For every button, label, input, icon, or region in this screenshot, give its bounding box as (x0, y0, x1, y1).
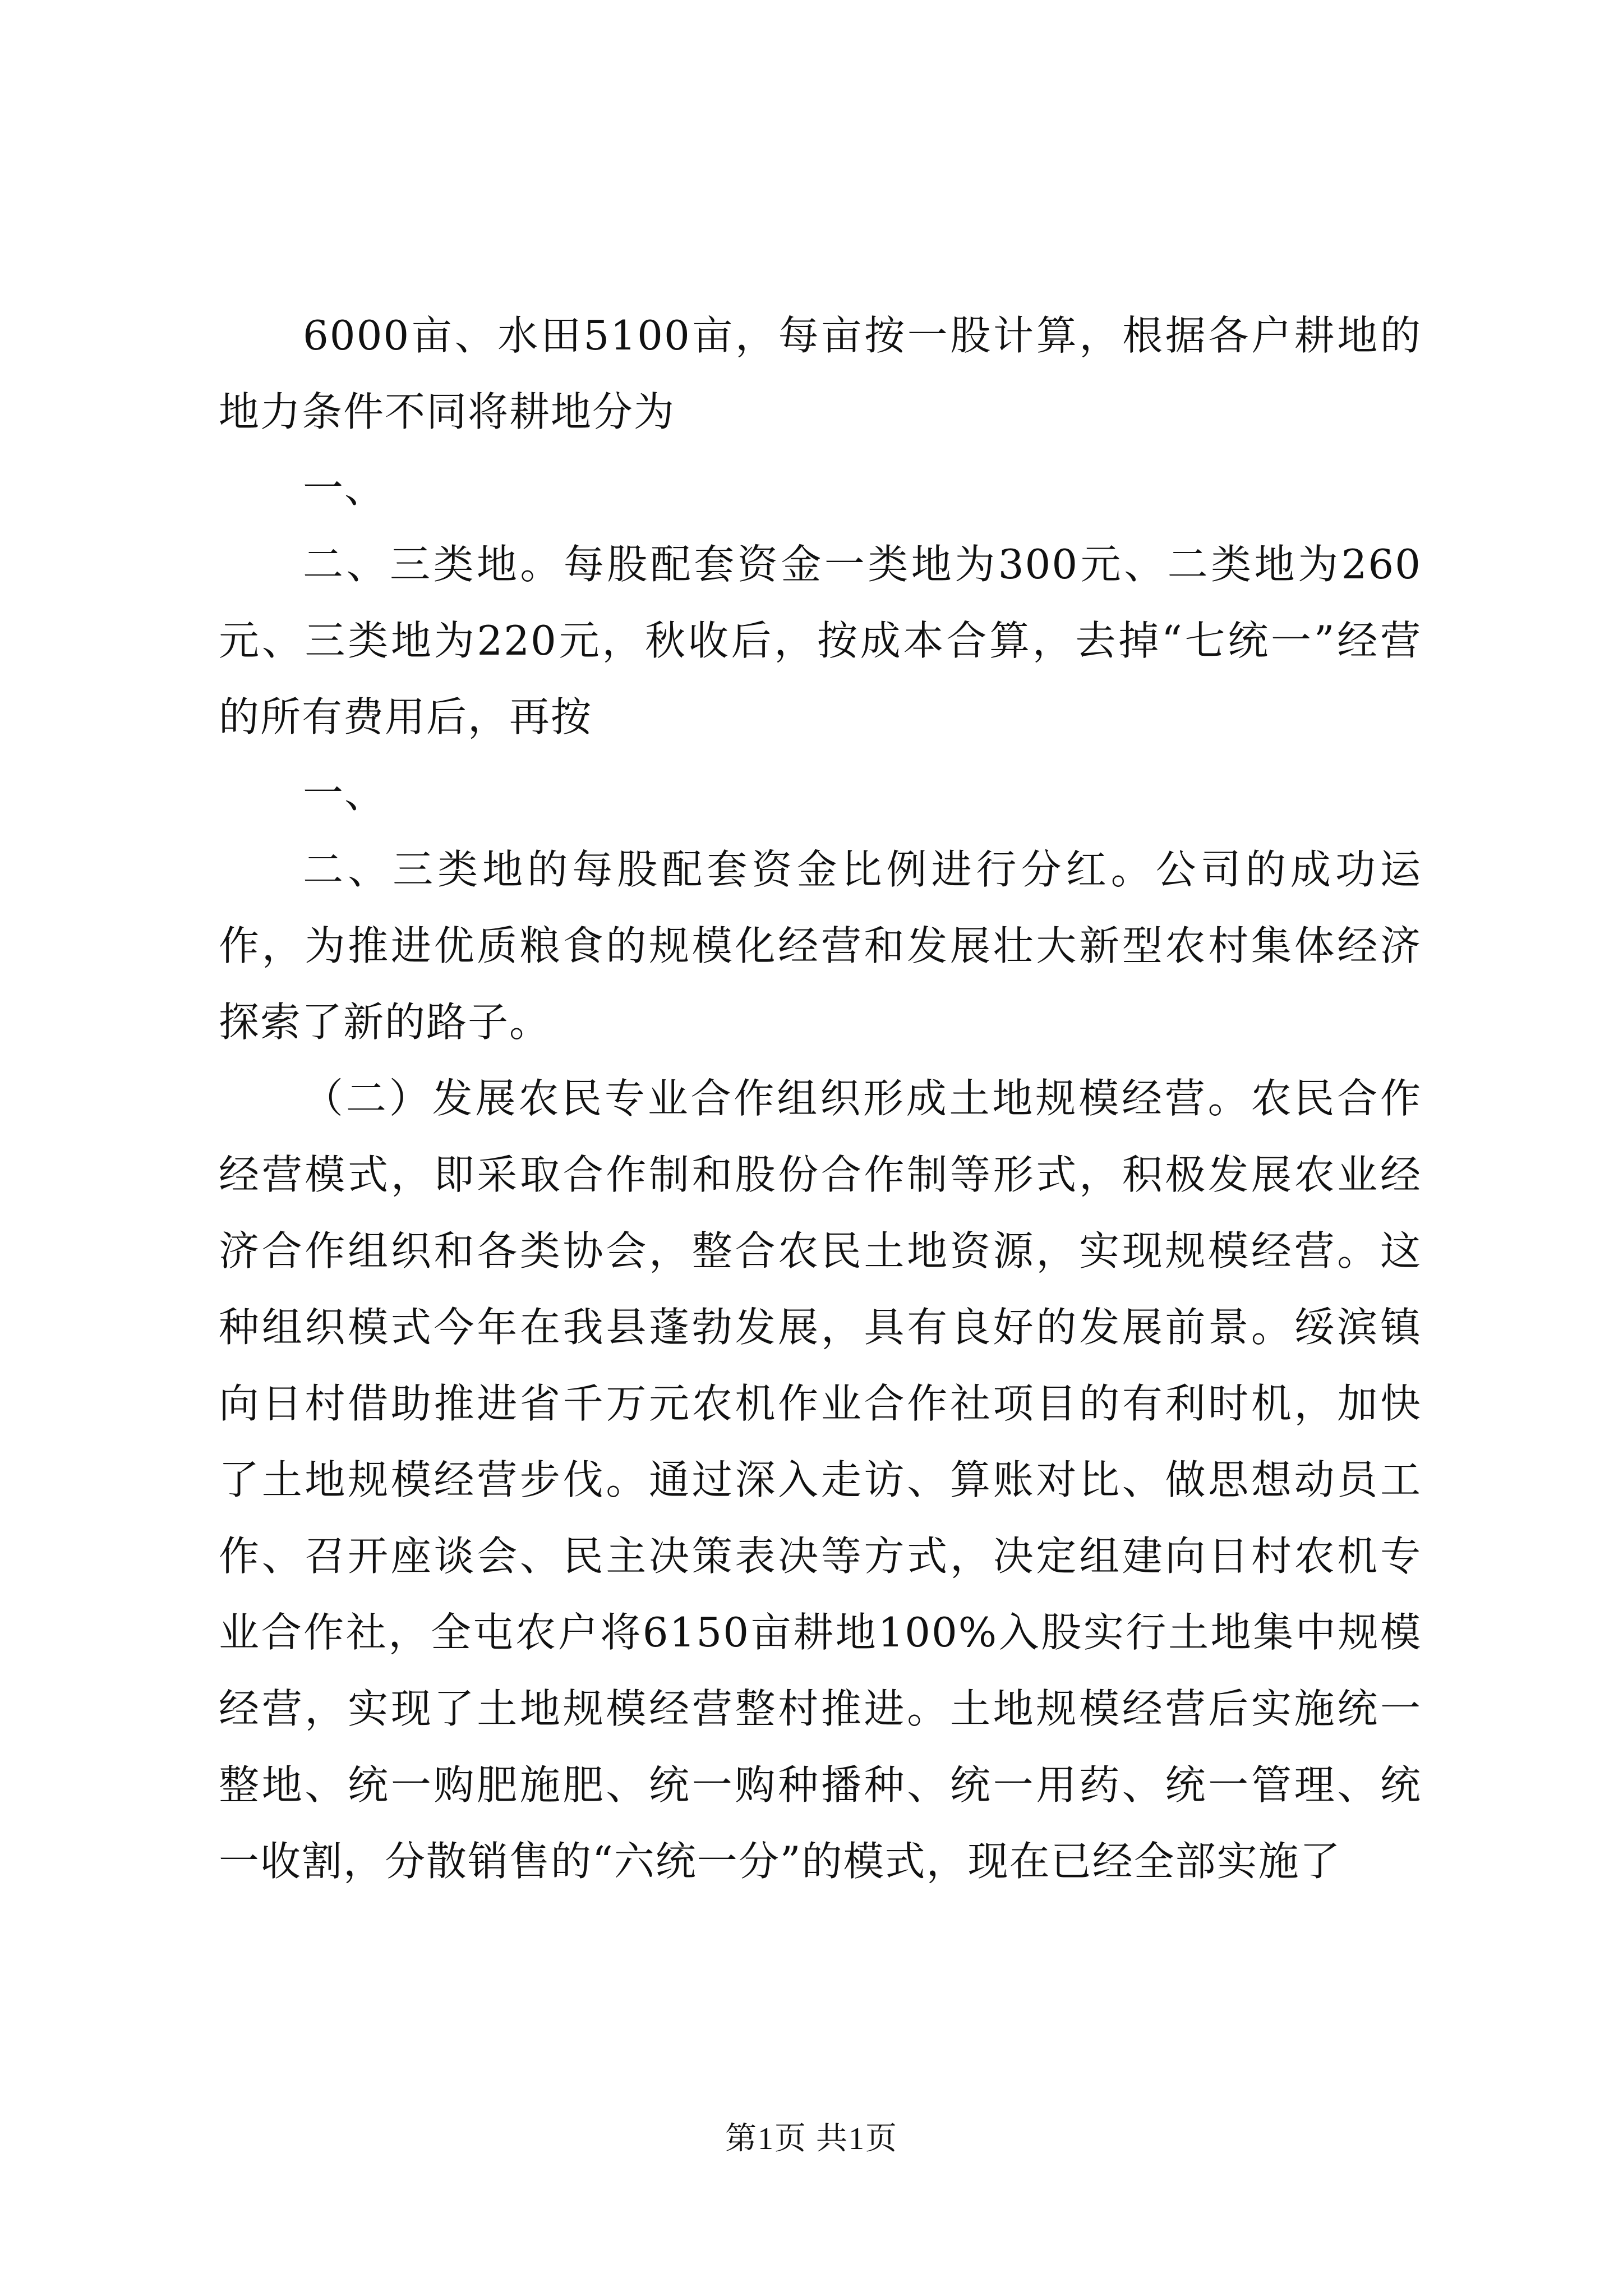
paragraph-land-shares: 6000亩、水田5100亩，每亩按一股计算，根据各户耕地的地力条件不同将耕地分为 (219, 312, 1422, 435)
paragraph-dividends: 二、三类地的每股配套资金比例进行分红。公司的成功运作，为推进优质粮食的规模化经营和发展壮大新型农村集体经济探索了新的路子。 (219, 846, 1422, 1046)
paragraph-fragment-two: 一、 (303, 770, 386, 817)
page-number-footer: 第1页 共1页 (725, 2122, 898, 2156)
paragraph-matching-funds: 二、三类地。每股配套资金一类地为300元、二类地为260元、三类地为220元，秋收后，按成本合算，去掉“七统一”经营的所有费用后，再按 (219, 541, 1422, 740)
paragraph-cooperatives: （二）发展农民专业合作组织形成土地规模经营。农民合作经营模式，即采取合作制和股份合作制等形式，积极发展农业经济合作组织和各类协会，整合农民土地资源，实现规模经营。这种组织模式今年在我县蓬勃发展，具有良好的发展前景。绥滨镇向日村借助推进省千万元农机作业合作社项目的有利时机，加快了土地规模经营步伐。通过深入走访、算账对比、做思想动员工作、召开座谈会、民主决策表决等方式，决定组建向日村农机专业合作社，全屯农户将6150亩耕地100%入股实行土地集中规模经营，实现了土地规模经营整村推进。土地规模经营后实施统一整地、统一购肥施肥、统一购种播种、统一用药、统一管理、统一收割，分散销售的“六统一分”的模式，现在已经全部实施了 (219, 1075, 1422, 1885)
document-body (219, 297, 1422, 1899)
paragraph-fragment-one: 一、 (303, 464, 386, 512)
